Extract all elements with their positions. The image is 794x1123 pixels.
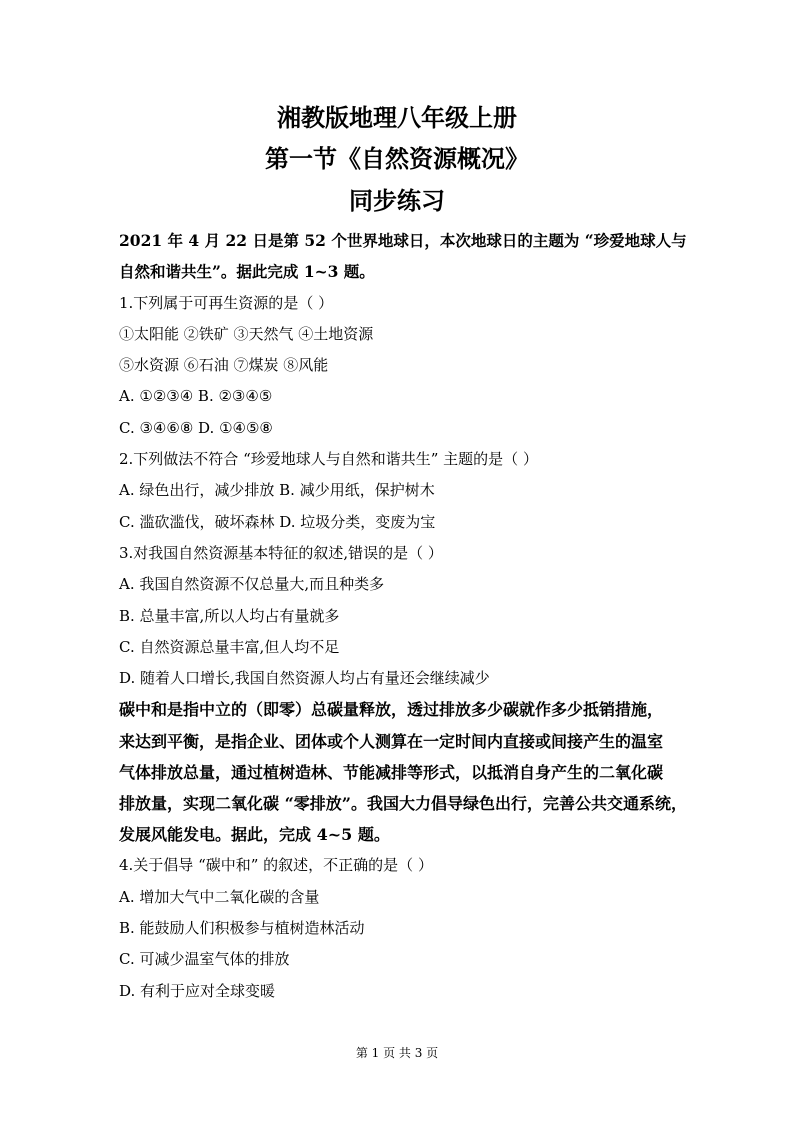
question-3 <box>119 538 684 694</box>
question-stem: 3.对我国自然资源基本特征的叙述,错误的是（ ） <box>119 543 443 562</box>
question-stem: 4.关于倡导 “碳中和” 的叙述，不正确的是（ ） <box>119 856 433 875</box>
question-1 <box>119 288 684 444</box>
passage-earth-day <box>119 225 687 288</box>
question-items: ⑤水资源 ⑥石油 ⑦煤炭 ⑧风能 <box>119 356 329 375</box>
question-stem: 1.下列属于可再生资源的是（ ） <box>119 293 334 312</box>
question-4 <box>119 850 684 1006</box>
passage-line: 发展风能发电。据此，完成 4~5 题。 <box>119 825 390 845</box>
section-title: 第一节《自然资源概况》 <box>265 144 529 173</box>
answer-option-a: A. 我国自然资源不仅总量大,而且种类多 <box>119 575 385 594</box>
passage-line: 碳中和是指中立的（即零）总碳量释放，透过排放多少碳就作多少抵销措施， <box>119 700 664 720</box>
doc-title: 湘教版地理八年级上册 <box>277 103 517 132</box>
answer-option-d: D. 随着人口增长,我国自然资源人均占有量还会继续减少 <box>119 669 490 688</box>
answer-option-c: C. 可减少温室气体的排放 <box>119 950 290 969</box>
answer-options: A. ①②③④ B. ②③④⑤ <box>119 387 273 406</box>
answer-options: C. 滥砍滥伐，破坏森林 D. 垃圾分类，变废为宝 <box>119 512 436 531</box>
exercise-title: 同步练习 <box>349 186 445 215</box>
answer-options: A. 绿色出行，减少排放 B. 减少用纸，保护树木 <box>119 481 435 500</box>
answer-option-c: C. 自然资源总量丰富,但人均不足 <box>119 637 340 656</box>
answer-option-d: D. 有利于应对全球变暖 <box>119 981 276 1000</box>
answer-options: C. ③④⑥⑧ D. ①④⑤⑧ <box>119 418 273 437</box>
passage-line: 2021 年 4 月 22 日是第 52 个世界地球日，本次地球日的主题为 “珍爱地球人与 <box>119 231 687 250</box>
passage-line: 来达到平衡，是指企业、团体或个人测算在一定时间内直接或间接产生的温室 <box>119 731 664 751</box>
answer-option-b: B. 能鼓励人们积极参与植树造林活动 <box>119 918 365 937</box>
passage-carbon-neutrality <box>119 694 687 850</box>
page-number: 第 1 页 共 3 页 <box>355 1046 439 1060</box>
document-body <box>119 225 687 1007</box>
question-2 <box>119 444 684 538</box>
passage-line: 自然和谐共生”。据此完成 1~3 题。 <box>119 262 375 282</box>
answer-option-a: A. 增加大气中二氧化碳的含量 <box>119 887 320 906</box>
answer-option-b: B. 总量丰富,所以人均占有量就多 <box>119 606 340 625</box>
question-items: ①太阳能 ②铁矿 ③天然气 ④土地资源 <box>119 324 374 343</box>
question-stem: 2.下列做法不符合 “珍爱地球人与自然和谐共生” 主题的是（ ） <box>119 450 538 469</box>
passage-line: 气体排放总量，通过植树造林、节能减排等形式，以抵消自身产生的二氧化碳 <box>119 762 664 782</box>
passage-line: 排放量，实现二氧化碳 “零排放”。我国大力倡导绿色出行，完善公共交通系统， <box>119 794 687 814</box>
